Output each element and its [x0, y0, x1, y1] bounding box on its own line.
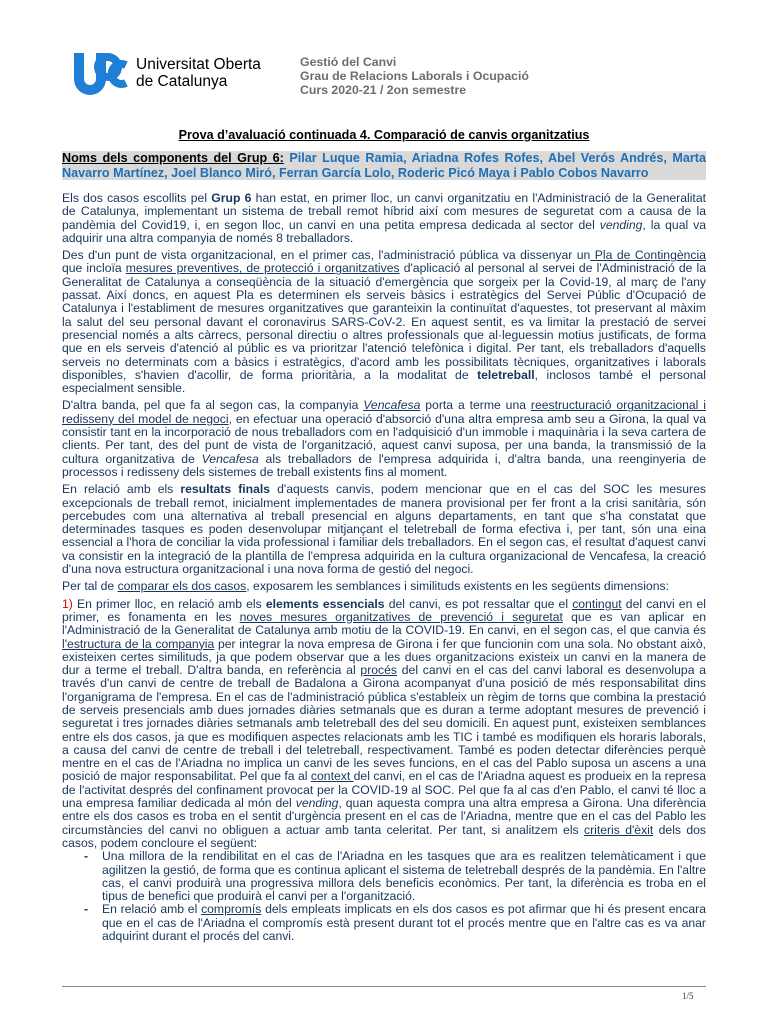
group-members: [62, 151, 706, 180]
members-names: Pilar Luque Ramia, Ariadna Rofes Rofes, Abel Verós Andrés, Marta Navarro Martínez, Joel Blanco Miró, Ferran García Lolo, Roderic Picó Maya i Pablo Cobos Navarro: [62, 151, 706, 180]
university-line-2: de Catalunya: [136, 73, 228, 90]
document-body: [62, 192, 706, 943]
paragraph-compare: Per tal de comparar els dos casos, exposarem les semblances i similituds existents en les següents dimensions:: [62, 579, 669, 594]
document-title: Prova d’avaluació continuada 4. Comparació de canvis organitzatius: [178, 128, 590, 142]
paragraph-second-case: D'altra banda, pel que fa al segon cas, la companyia Vencafesa porta a terme una reestructuració organitzacional i redisseny del model de negoci, en efectuar una operació d'absorció d'una altra empresa amb seu a Girona, la qual va consistir tant en la incorporació de nous treballadors com en l'adquisició d'un immoble i maquinària i la seva cartera de clients. Per tant, des del punt de vista de l'organització, aquest canvi suposa, per una banda, la transmissió de la cultura organitzativa de Vencafesa als treballadors de l'empresa adquirida i, d'altra banda, una reenginyeria de processos i redisseny dels sistemes de treball existents fins al moment.: [62, 398, 707, 479]
academic-year: Curs 2020-21 / 2on semestre: [300, 83, 467, 97]
uoc-logo: [72, 49, 261, 97]
paragraph-intro: Els dos casos escollits pel Grup 6 han estat, en primer lloc, un canvi organitzatiu en l'Administració de la Generalitat de Catalunya, implementant un sistema de treball remot híbrid així com mesures de seguretat com a causa de la pandèmia del Covid19, i, en segon lloc, un canvi en una petita empresa dedicada al sector del vending, la qual va adquirir una altra companyia de només 8 treballadors.: [62, 191, 706, 245]
conclusions-list: [62, 850, 706, 943]
page-number: 1/5: [682, 991, 694, 1001]
paragraph-results: En relació amb els resultats finals d'aquests canvis, podem mencionar que en el cas del SOC les mesures excepcionals de treball remot, inicialment implementades de manera provisional per fer front a la crisi sanitària, són percebudes com una alternativa al treball presencial en alguns departaments, en tant que s'ha constatat que determinades tasques es poden desenvolupar mitjançant el teletreball de forma efectiva i, per tant, són una eina essencial a l'hora de conciliar la vida professional i familiar dels treballadors. En el segon cas, el resultat d'aquest canvi va consistir en la integració de la plantilla de l'empresa adquirida en la cultura organizacional de Vencafesa, la creació d'una nova estructura organitzacional i una nova forma de gestió del negoci.: [62, 482, 706, 577]
members-label: Noms dels components del Grup 6:: [62, 151, 284, 165]
list-item: - Una millora de la rendibilitat en el cas de l'Ariadna en les tasques que ara es realitzen telemàticament i que agilitzen la gestió, de forma que es continua aplicant el sistema de teletreball després de la pandèmia. En l'altre cas, el canvi produirà una progressiva millora dels beneficis econòmics. Per tant, la diferència es troba en el tipus de benefici que produirà el canvi per a l'organització.: [102, 850, 706, 903]
university-name: [136, 56, 261, 90]
list-item: - En relació amb el compromís dels empleats implicats en els dos casos es pot afirmar que hi és present encara que en el cas de l'Ariadna el compromís està present durant tot el procés mentre que en l'altre cas es va anar adquirint durant el procés del canvi.: [102, 903, 706, 943]
course-header: [300, 55, 529, 97]
footer-rule: [62, 986, 706, 987]
uoc-logo-mark: [72, 49, 130, 97]
paragraph-first-case: Des d'un punt de vista organitzacional, en el primer cas, l'administració pública va dissenyar un Pla de Contingència que incloïa mesures preventives, de protecció i organitzatives d'aplicació al personal al servei de l'Administració de la Generalitat de Catalunya a conseqüència de la situació d'emergència que sorgeix per la Covid-19, al març de l'any passat. Així doncs, en aquest Pla es determinen els serveis bàsics i estratègics del Servei Públic d'Ocupació de Catalunya i l'establiment de mesures organitzatives que garanteixin la continuïtat d'aquestes, tot preservant al màxim la salut del seu personal davant el coronavirus SARS-CoV-2. En aquest sentit, es va limitar la prestació de servei presencial només a alts càrrecs, personal directiu o altres professionals que al·leguessin motius justificats, de forma que en els serveis d'atenció al públic es va prioritzar l'atenció telefònica i digital. Per tant, els treballadors d'aquells serveis no determinats com a bàsics i estratègics, d'acord amb les possibilitats tècniques, organitzatives i laborals disponibles, s'havien d'acollir, de forma prioritària, a la modalitat de teletreball, inclosos també el personal especialment sensible.: [62, 248, 707, 396]
university-line-1: Universitat Oberta: [136, 56, 261, 73]
degree-name: Grau de Relacions Laborals i Ocupació: [300, 69, 529, 83]
course-name: Gestió del Canvi: [300, 55, 397, 69]
paragraph-dimension-1: 1) En primer lloc, en relació amb els elements essencials del canvi, es pot ressaltar que el contingut del canvi en el primer, es fonamenta en les noves mesures organitzatives de prevenció i seguretat que es van aplicar en l'Administració de la Generalitat de Catalunya amb motiu de la COVID-19. En canvi, en el segon cas, el que canvia és l'estructura de la companyia per integrar la nova empresa de Girona i fer que funcionin com una sola. No obstant això, existeixen certes similituds, ja que podem observar que a les dues organitzacions existeix un canvi en la manera de dur a terme el treball. D'altra banda, en referència al procés del canvi en el cas del canvi laboral es desenvolupa a través d'un canvi de centre de treball de Badalona a Girona acompanyat d'una posició de més responsabilitat dins l'organigrama de l'empresa. En el cas de l'administració pública s'estableix un règim de torns que combina la prestació de serveis presencials amb dues jornades diàries setmanals que es duran a terme adoptant mesures de prevenció i seguretat i tres jornades diàries setmanals amb teletreball des del seu domicili. En aquest punt, existeixen semblances entre els dos casos, ja que es modifiquen aspectes relacionats amb les TIC i també es modifiquen els horaris laborals, a causa del canvi de centre de treball i del teletreball, respectivament. També es poden detectar diferències perquè mentre en el cas de l'Ariadna no implica un canvi de les seves funcions, en el cas del Pablo suposa un ascens a una posició de major responsabilitat. Pel que fa al context del canvi, en el cas de l'Ariadna aquest es produeix en la represa de l'activitat després del confinament provocat per la COVID-19 al SOC. Pel que fa al cas d'en Pablo, el canvi té lloc a una empresa familiar dedicada al món del vending, quan aquesta compra una altra empresa a Girona. Una diferència entre els dos casos es troba en el sentit d'urgència present en el cas de l'Ariadna, mentre que en el cas del Pablo les circumstàncies del canvi no obliguen a actuar amb tanta celeritat. Per tant, si analitzem els criteris d'èxit dels dos casos, podem concloure el següent:: [62, 596, 707, 850]
